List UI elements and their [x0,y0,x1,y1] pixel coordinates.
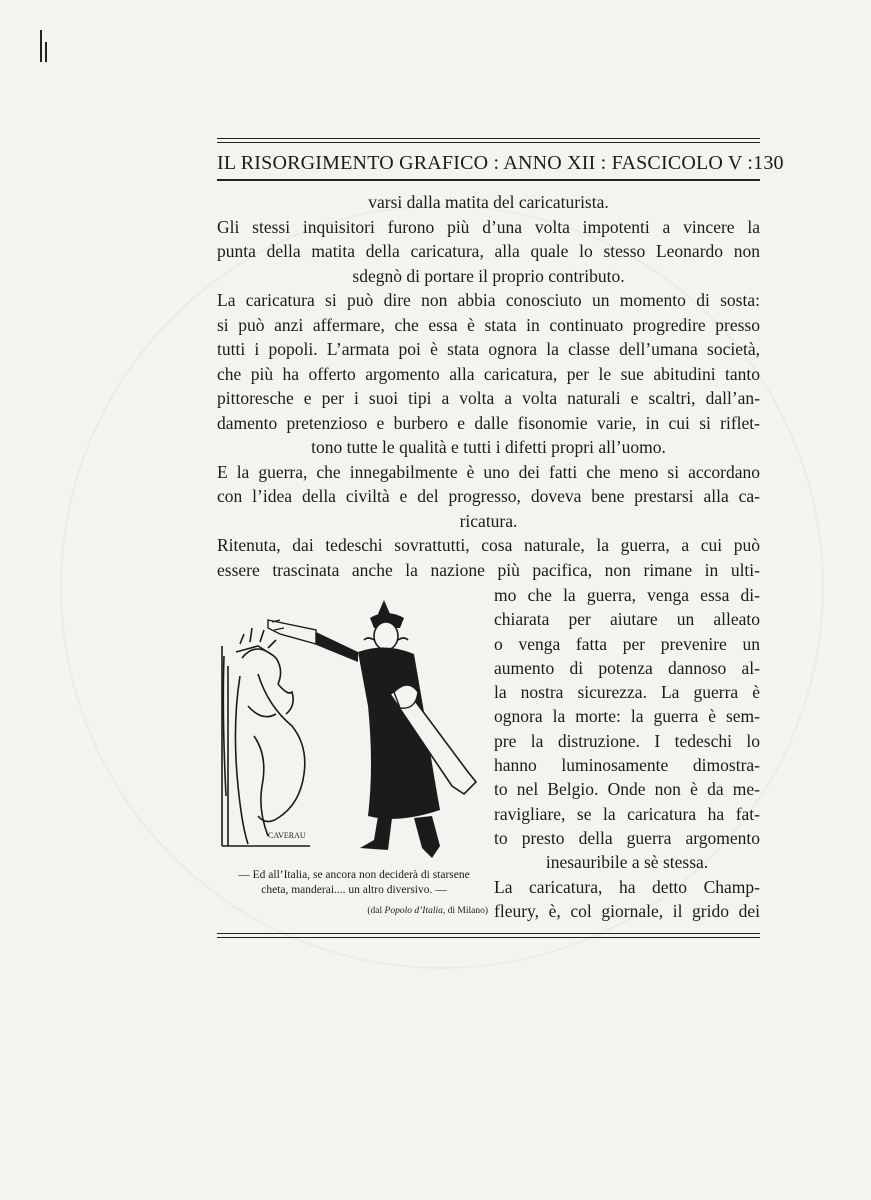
text-line: damento pretenzioso e burbero e dalle fisonomie varie, in cui si riflet- [217,412,760,433]
header-bottom-rule [217,179,760,181]
article-side-column [494,583,760,923]
header-title: IL RISORGIMENTO GRAFICO : ANNO XII : FASCICOLO V : [217,152,754,174]
footer-rule [217,933,760,938]
text-line: che più ha offerto argomento alla caricatura, per le sue abitudini tanto [217,363,760,384]
text-line: La caricatura, ha detto Champ- [494,876,760,897]
text-line: to nel Belgio. Onde non è da me- [494,779,760,800]
text-line: sdegnò di portare il proprio contributo. [352,265,625,286]
text-line: Gli stessi inquisitori furono più d’una volta impotenti a vincere la [217,216,760,237]
figure-credit [340,906,488,916]
text-line: fleury, è, col giornale, il grido dei [494,900,760,921]
text-line: chiarata per aiutare un alleato [494,609,760,630]
text-line: si può anzi affermare, che essa è stata in continuato progredire presso [217,314,760,335]
text-line: punta della matita della caricatura, alla quale lo stesso Leonardo non [217,241,760,261]
text-line: pre la distruzione. I tedeschi lo [494,730,760,751]
running-header [217,138,784,181]
text-line: pittoresche e per i suoi tipi a volta a volta naturali e scaltri, dall’an- [217,388,760,408]
text-line: aumento di potenza dannoso al- [494,657,760,678]
text-line: ravigliare, se la caricatura ha fat- [494,803,760,824]
text-line: varsi dalla matita del caricaturista. [368,192,609,212]
artist-signature: CAVERAU [268,831,306,840]
text-line: inesauribile a sè stessa. [545,852,709,873]
caricature-illustration [218,596,488,861]
text-line: hanno luminosamente dimostra- [494,755,760,776]
text-line: essere trascinata anche la nazione più pacifica, non rimane in ulti- [217,559,760,580]
text-line: mo che la guerra, venga essa di- [494,585,760,605]
text-line: tutti i popoli. L’armata poi è stata ognora la classe dell’umana società, [217,339,760,359]
text-line: ognora la morte: la guerra è sem- [494,706,760,727]
edge-mark [45,42,47,62]
caption-line: — Ed all’Italia, se ancora non deciderà di starsene [238,869,470,881]
credit-source-title: Popolo d’Italia, [384,906,446,916]
text-line: con l’idea della civiltà e del progresso, doveva bene prestarsi alla ca- [217,486,760,506]
text-line: La caricatura si può dire non abbia conosciuto un momento di sosta: [217,290,760,310]
edge-mark [40,30,42,62]
figure-caption [220,868,488,898]
page-number: 130 [753,152,784,174]
text-line: E la guerra, che innegabilmente è uno dei fatti che meno si accordano [217,461,760,482]
text-line: Ritenuta, dai tedeschi sovrattutti, cosa naturale, la guerra, a cui può [217,535,760,555]
credit-suffix: di Milano) [447,906,488,916]
credit-prefix: (dal [367,906,383,916]
article-body [217,190,760,582]
text-line: to presto della guerra argomento [494,827,760,848]
caricature-drawing [218,596,488,861]
text-line: o venga fatta per prevenire un [494,633,760,654]
caption-line: cheta, manderai.... un altro diversivo. — [261,884,447,896]
header-line [217,143,784,179]
text-line: tono tutte le qualità e tutti i difetti propri all’uomo. [311,437,666,457]
text-line: la nostra sicurezza. La guerra è [494,682,760,703]
text-line: ricatura. [459,510,518,531]
